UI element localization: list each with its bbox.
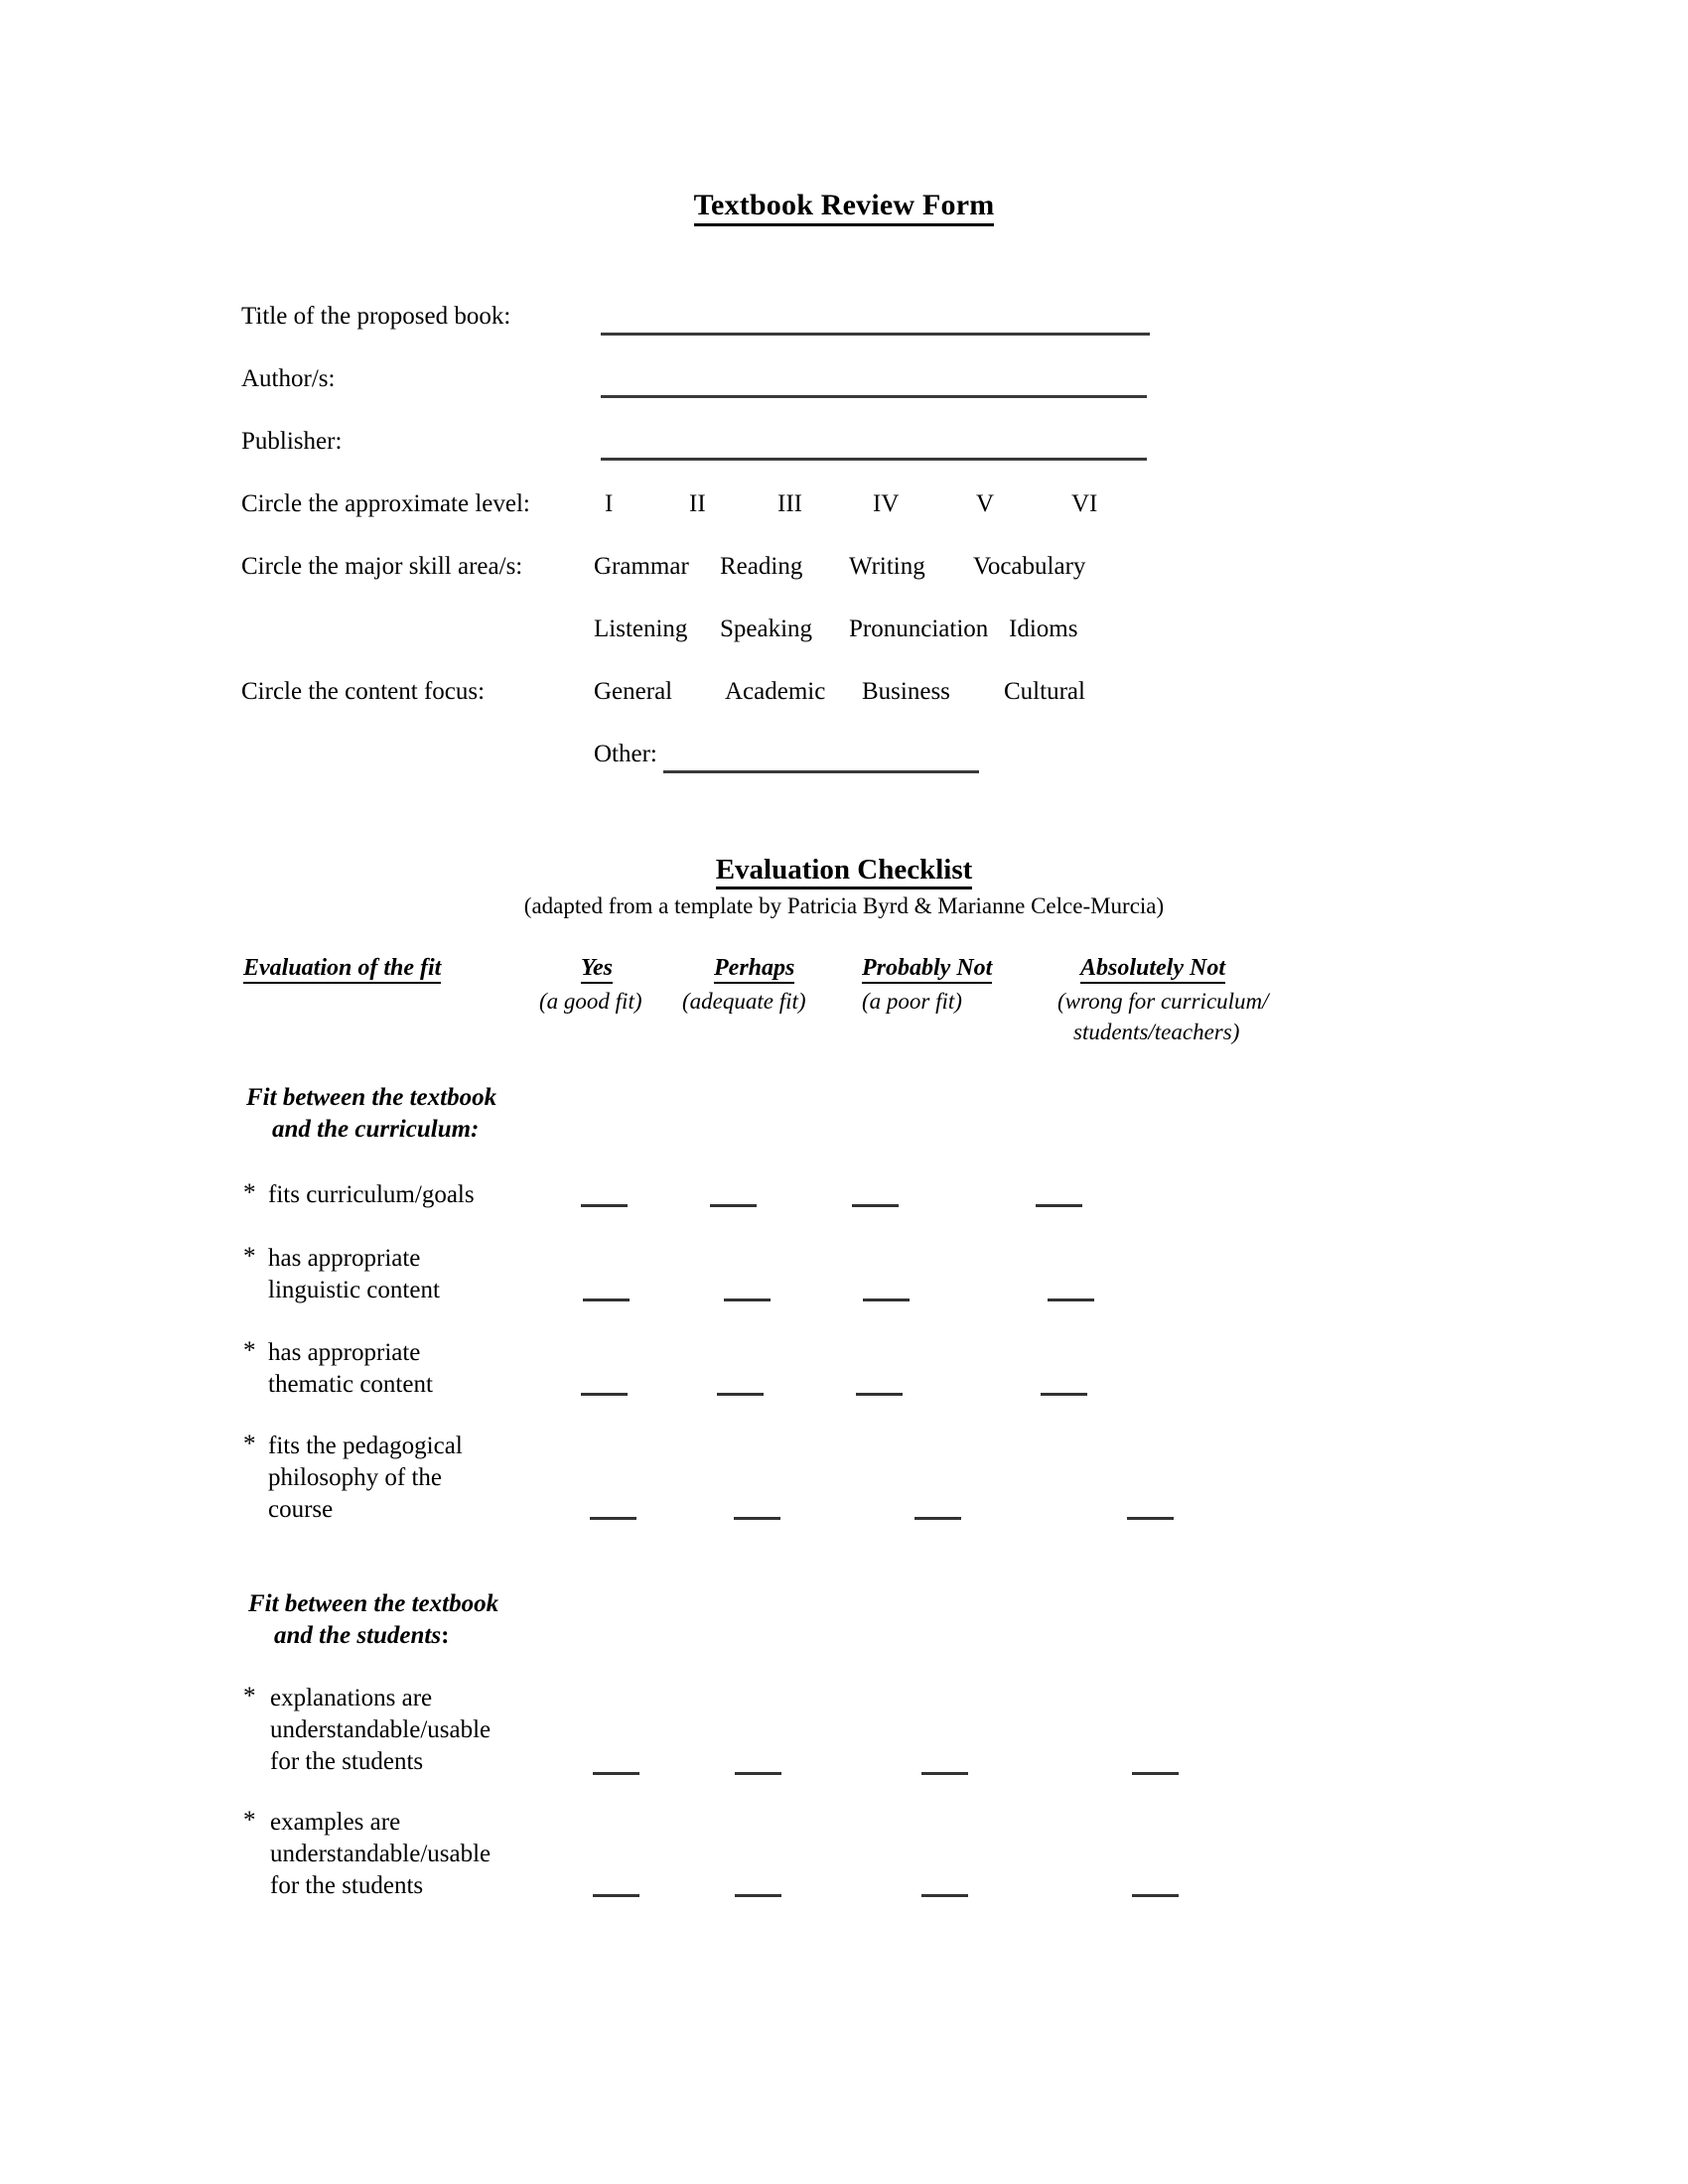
field-input-publisher[interactable] [601, 458, 1147, 461]
item-bullet: * [243, 1431, 256, 1457]
item-label-thematic-content [268, 1337, 433, 1401]
item-line-1: has appropriate [268, 1245, 421, 1272]
field-row-content-focus [241, 678, 1453, 741]
checkbox-blank-absolutely-not[interactable] [1132, 1894, 1179, 1897]
checkbox-blank-perhaps[interactable] [710, 1204, 757, 1207]
field-row-level [241, 490, 1453, 553]
column-header-absolutely-not [1080, 955, 1225, 982]
checkbox-blank-perhaps[interactable] [724, 1298, 771, 1301]
checkbox-blank-absolutely-not[interactable] [1132, 1772, 1179, 1775]
field-label-other: Other: [594, 741, 657, 767]
content-option-general[interactable]: General [594, 678, 673, 705]
item-line-2: understandable/usable [270, 1841, 492, 1867]
section-heading-curriculum [246, 1082, 496, 1146]
checkbox-blank-absolutely-not[interactable] [1041, 1393, 1087, 1396]
field-label-level: Circle the approximate level: [241, 490, 530, 517]
checkbox-blank-probably-not[interactable] [863, 1298, 910, 1301]
item-line-1: fits the pedagogical [268, 1433, 463, 1459]
checkbox-blank-yes[interactable] [583, 1298, 630, 1301]
level-option-6[interactable]: VI [1071, 490, 1098, 517]
checkbox-blank-absolutely-not[interactable] [1036, 1204, 1082, 1207]
item-line-2: understandable/usable [270, 1716, 492, 1743]
checkbox-blank-yes[interactable] [593, 1772, 639, 1775]
checkbox-blank-probably-not[interactable] [852, 1204, 899, 1207]
checkbox-blank-probably-not[interactable] [856, 1393, 903, 1396]
level-option-3[interactable]: III [777, 490, 802, 517]
item-line-1: has appropriate [268, 1339, 421, 1366]
skill-option-reading[interactable]: Reading [720, 553, 803, 580]
field-row-skill-areas-2 [241, 615, 1453, 678]
content-option-academic[interactable]: Academic [725, 678, 826, 705]
section-heading-curriculum-line2: and the curriculum: [272, 1116, 480, 1143]
item-line-3: for the students [270, 1748, 424, 1775]
item-line-2: linguistic content [268, 1277, 440, 1303]
checkbox-blank-yes[interactable] [593, 1894, 639, 1897]
field-row-title [241, 303, 1453, 365]
item-label-examples-understandable [270, 1807, 491, 1902]
column-header-absolutely-not-text: Absolutely Not [1080, 955, 1225, 984]
book-info-form [241, 303, 1453, 803]
item-bullet: * [243, 1243, 256, 1270]
field-row-author [241, 365, 1453, 428]
skill-option-pronunciation[interactable]: Pronunciation [849, 615, 989, 642]
item-label-linguistic-content [268, 1243, 440, 1306]
item-bullet: * [243, 1683, 256, 1709]
checkbox-blank-probably-not[interactable] [921, 1772, 968, 1775]
item-label-pedagogical-philosophy [268, 1431, 463, 1526]
column-header-perhaps-text: Perhaps [714, 955, 794, 984]
content-option-cultural[interactable]: Cultural [1004, 678, 1085, 705]
column-sub-probably-not: (a poor fit) [862, 989, 962, 1014]
column-header-evaluation-of-the-fit [243, 955, 441, 982]
field-input-other[interactable] [663, 770, 979, 773]
page-title [0, 189, 1688, 222]
field-row-skill-areas [241, 553, 1453, 615]
skill-option-writing[interactable]: Writing [849, 553, 925, 580]
level-option-5[interactable]: V [976, 490, 995, 517]
item-line-3: course [268, 1496, 334, 1523]
field-input-title[interactable] [601, 333, 1150, 336]
checklist-heading-text: Evaluation Checklist [716, 854, 973, 889]
skill-option-vocabulary[interactable]: Vocabulary [973, 553, 1086, 580]
column-sub-perhaps: (adequate fit) [682, 989, 806, 1014]
skill-option-grammar[interactable]: Grammar [594, 553, 689, 580]
field-label-content-focus: Circle the content focus: [241, 678, 486, 705]
field-row-other [241, 741, 1453, 803]
column-sub-absolutely-not-line1: (wrong for curriculum/ [1057, 989, 1269, 1014]
checklist-heading [0, 854, 1688, 887]
checkbox-blank-yes[interactable] [581, 1204, 628, 1207]
column-sub-yes: (a good fit) [539, 989, 642, 1014]
column-header-yes [581, 955, 613, 982]
skill-option-speaking[interactable]: Speaking [720, 615, 813, 642]
page-title-text: Textbook Review Form [694, 189, 995, 226]
checkbox-blank-absolutely-not[interactable] [1048, 1298, 1094, 1301]
field-label-publisher: Publisher: [241, 428, 343, 455]
section-heading-curriculum-line1: Fit between the textbook [246, 1084, 497, 1111]
column-header-probably-not-text: Probably Not [862, 955, 992, 984]
level-option-2[interactable]: II [689, 490, 706, 517]
column-sub-absolutely-not-line2: students/teachers) [1073, 1020, 1240, 1044]
field-input-author[interactable] [601, 395, 1147, 398]
item-line-3: for the students [270, 1872, 424, 1899]
column-header-probably-not [862, 955, 992, 982]
field-label-title: Title of the proposed book: [241, 303, 511, 330]
column-header-yes-text: Yes [581, 955, 613, 984]
item-line-2: philosophy of the [268, 1464, 442, 1491]
item-label-fits-curriculum-goals: fits curriculum/goals [268, 1181, 475, 1208]
section-heading-students [248, 1588, 498, 1652]
field-label-skill-areas: Circle the major skill area/s: [241, 553, 523, 580]
checkbox-blank-yes[interactable] [581, 1393, 628, 1396]
item-bullet: * [243, 1179, 256, 1206]
checkbox-blank-probably-not[interactable] [914, 1517, 961, 1520]
item-line-1: examples are [270, 1809, 401, 1836]
checklist-credit: (adapted from a template by Patricia Byrd & Marianne Celce-Murcia) [523, 893, 1165, 918]
field-label-author: Author/s: [241, 365, 336, 392]
skill-option-listening[interactable]: Listening [594, 615, 688, 642]
checkbox-blank-perhaps[interactable] [734, 1517, 780, 1520]
section-heading-students-colon: : [441, 1622, 450, 1649]
column-header-evaluation-of-the-fit-text: Evaluation of the fit [243, 955, 441, 984]
section-heading-students-line1: Fit between the textbook [248, 1590, 499, 1617]
item-line-1: explanations are [270, 1685, 433, 1711]
checkbox-blank-yes[interactable] [590, 1517, 636, 1520]
checkbox-blank-perhaps[interactable] [735, 1772, 781, 1775]
item-bullet: * [243, 1807, 256, 1834]
section-heading-students-line2-text: and the students [274, 1622, 442, 1649]
level-option-4[interactable]: IV [873, 490, 900, 517]
item-bullet: * [243, 1337, 256, 1364]
field-row-publisher [241, 428, 1453, 490]
section-heading-students-line2 [248, 1620, 498, 1652]
checkbox-blank-probably-not[interactable] [921, 1894, 968, 1897]
checkbox-blank-absolutely-not[interactable] [1127, 1517, 1174, 1520]
level-option-1[interactable]: I [605, 490, 614, 517]
item-label-explanations-understandable [270, 1683, 491, 1778]
item-line-2: thematic content [268, 1371, 433, 1398]
checkbox-blank-perhaps[interactable] [735, 1894, 781, 1897]
content-option-business[interactable]: Business [862, 678, 950, 705]
checkbox-blank-perhaps[interactable] [717, 1393, 764, 1396]
column-header-perhaps [714, 955, 794, 982]
skill-option-idioms[interactable]: Idioms [1009, 615, 1078, 642]
